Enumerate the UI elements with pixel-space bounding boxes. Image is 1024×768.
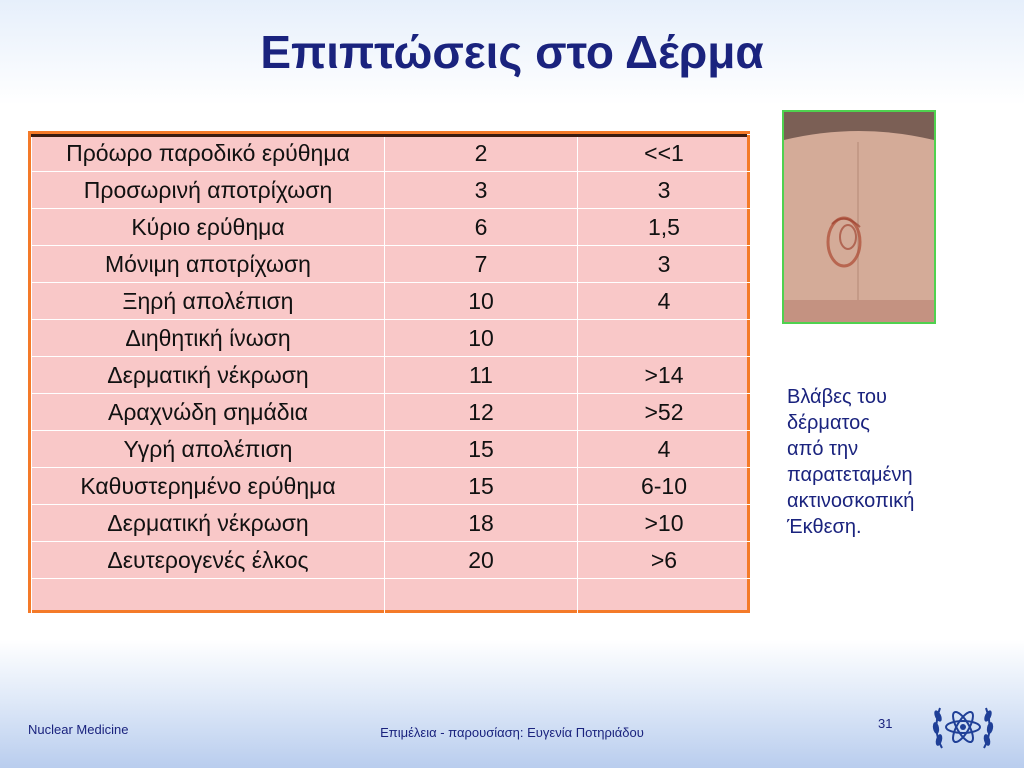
back-photo-drawing <box>784 112 934 322</box>
table-row <box>32 394 751 431</box>
table-row <box>32 172 751 209</box>
table-row <box>32 209 751 246</box>
effect-name-cell: Υγρή απολέπιση <box>32 431 385 468</box>
caption-line: παρατεταμένη <box>787 464 913 486</box>
onset-cell: 4 <box>578 283 751 320</box>
dose-cell: 6 <box>385 209 578 246</box>
onset-cell: 1,5 <box>578 209 751 246</box>
caption-line: δέρματος <box>787 412 870 434</box>
skin-lesion-photo <box>782 110 936 324</box>
table-row <box>32 283 751 320</box>
onset-cell <box>578 320 751 357</box>
slide-title: Επιπτώσεις στο Δέρμα <box>260 26 764 78</box>
dose-cell: 2 <box>385 135 578 172</box>
table-row <box>32 542 751 579</box>
dose-cell <box>385 579 578 616</box>
onset-cell: 6-10 <box>578 468 751 505</box>
photo-caption <box>787 384 987 540</box>
onset-cell: >10 <box>578 505 751 542</box>
table-row <box>32 505 751 542</box>
onset-cell: <<1 <box>578 135 751 172</box>
dose-cell: 10 <box>385 283 578 320</box>
table-row <box>32 468 751 505</box>
effect-name-cell: Δερματική νέκρωση <box>32 357 385 394</box>
effect-name-cell: Κύριο ερύθημα <box>32 209 385 246</box>
effect-name-cell: Πρόωρο παροδικό ερύθημα <box>32 135 385 172</box>
page-number: 31 <box>878 716 893 731</box>
table-row <box>32 135 751 172</box>
data-table-frame <box>28 131 750 613</box>
dose-cell: 18 <box>385 505 578 542</box>
table-row <box>32 320 751 357</box>
dose-cell: 15 <box>385 468 578 505</box>
dose-cell: 12 <box>385 394 578 431</box>
skin-effects-table <box>31 134 751 616</box>
onset-cell: 3 <box>578 172 751 209</box>
table-row <box>32 431 751 468</box>
onset-cell: 4 <box>578 431 751 468</box>
caption-line: Βλάβες του <box>787 386 887 408</box>
caption-line: ακτινοσκοπική <box>787 490 915 512</box>
onset-cell <box>578 579 751 616</box>
effect-name-cell: Αραχνώδη σημάδια <box>32 394 385 431</box>
onset-cell: 3 <box>578 246 751 283</box>
effect-name-cell: Ξηρή απολέπιση <box>32 283 385 320</box>
footer-left-text: Nuclear Medicine <box>28 722 129 737</box>
onset-cell: >14 <box>578 357 751 394</box>
onset-cell: >6 <box>578 542 751 579</box>
caption-line: Έκθεση. <box>787 516 862 538</box>
effect-name-cell: Καθυστερημένο ερύθημα <box>32 468 385 505</box>
onset-cell: >52 <box>578 394 751 431</box>
table-row <box>32 357 751 394</box>
dose-cell: 7 <box>385 246 578 283</box>
dose-cell: 20 <box>385 542 578 579</box>
dose-cell: 11 <box>385 357 578 394</box>
table-row <box>32 246 751 283</box>
effect-name-cell <box>32 579 385 616</box>
effect-name-cell: Δευτερογενές έλκος <box>32 542 385 579</box>
table-row <box>32 579 751 616</box>
dose-cell: 3 <box>385 172 578 209</box>
dose-cell: 10 <box>385 320 578 357</box>
caption-line: από την <box>787 438 859 460</box>
effect-name-cell: Δερματική νέκρωση <box>32 505 385 542</box>
dose-cell: 15 <box>385 431 578 468</box>
effect-name-cell: Διηθητική ίνωση <box>32 320 385 357</box>
footer-credit: Επιμέλεια - παρουσίαση: Ευγενία Ποτηριάδου <box>380 725 644 740</box>
iaea-logo-icon <box>928 694 998 760</box>
effect-name-cell: Μόνιμη αποτρίχωση <box>32 246 385 283</box>
effect-name-cell: Προσωρινή αποτρίχωση <box>32 172 385 209</box>
